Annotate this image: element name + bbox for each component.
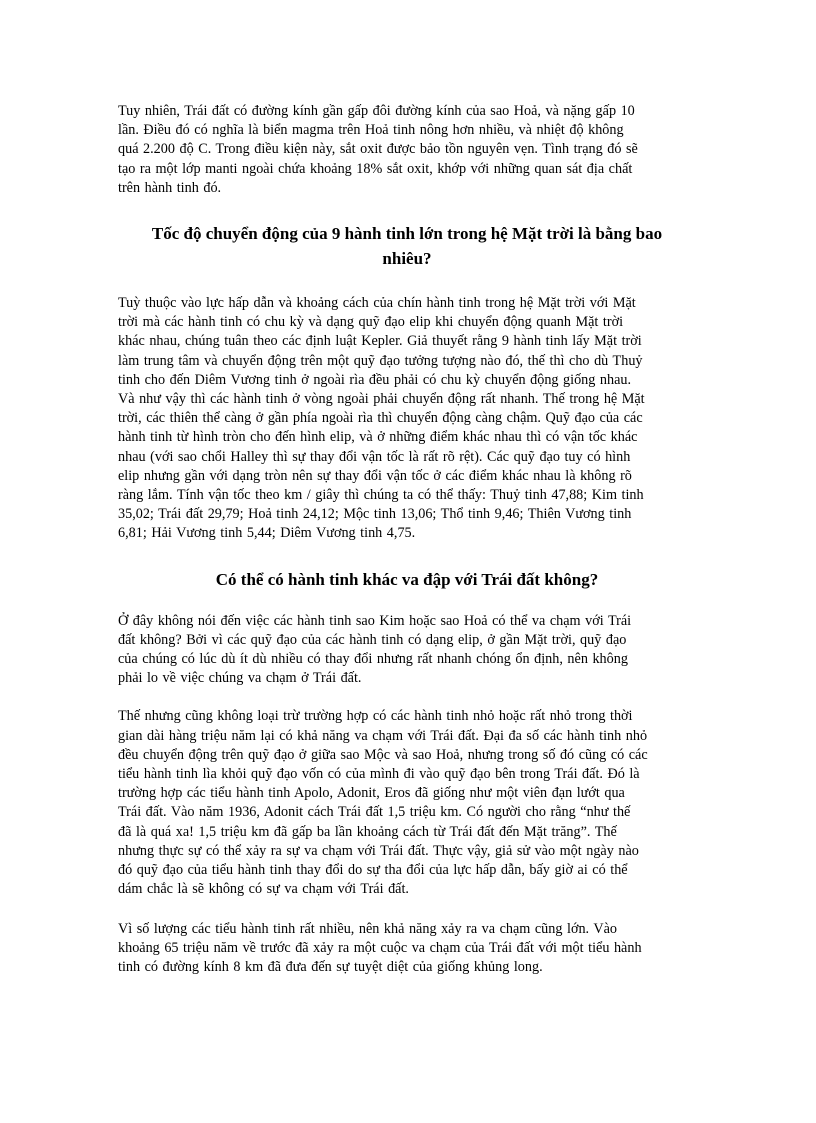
text-line: nhau (với sao chổi Halley thì sự thay đổi vận tốc là rất rõ rệt). Các quỹ đạo tuy có hình xyxy=(118,448,631,465)
text-line: Và như vậy thì các hành tinh ở vòng ngoài phải chuyển động rất nhanh. Thế trong hệ Mặt xyxy=(118,391,645,408)
paragraph-mars-magma xyxy=(118,102,696,198)
text-line: trời, các thiên thể càng ở gần phía ngoài rìa thì chuyển động càng chậm. Quỹ đạo của các xyxy=(118,410,643,427)
text-line: nhưng thực sự có thể xảy ra sự va chạm với Trái đất. Thực vậy, giả sử vào một ngày nào xyxy=(118,842,639,859)
paragraph-planet-speed xyxy=(118,294,696,544)
text-line: trên hành tinh đó. xyxy=(118,179,222,196)
text-line: phải lo về việc chúng va chạm ở Trái đất. xyxy=(118,670,362,687)
text-line: Vì số lượng các tiểu hành tinh rất nhiều, nên khả năng xảy ra va chạm cũng lớn. Vào xyxy=(118,920,618,937)
text-line: khoảng 65 triệu năm về trước đã xảy ra một cuộc va chạm của Trái đất với một tiểu hành xyxy=(118,939,642,956)
text-line: quá 2.200 độ C. Trong điều kiện này, sắt oxit được bảo tồn nguyên vẹn. Tình trạng đó sẽ xyxy=(118,141,638,158)
heading-line: nhiêu? xyxy=(382,249,432,269)
text-line: tạo ra một lớp manti ngoài chứa khoảng 18% sắt oxit, khớp với những quan sát địa chất xyxy=(118,160,633,177)
text-line: hành tinh từ hình tròn cho đến hình elip, và ở những điểm khác nhau thì có vận tốc khác xyxy=(118,429,638,446)
text-line: của chúng có lúc dù ít dù nhiều có thay đổi nhưng rất nhanh chóng ổn định, nên không xyxy=(118,651,628,668)
text-line: tinh cho đến Diêm Vương tinh ở ngoài rìa đều phải có chu kỳ chuyển động giống nhau. xyxy=(118,371,632,388)
text-line: lần. Điều đó có nghĩa là biển magma trên Hoả tinh nông hơn nhiều, và nhiệt độ không xyxy=(118,122,624,139)
text-line: dám chắc là sẽ không có sự va chạm với Trái đất. xyxy=(118,881,409,898)
text-line: tiểu hành tinh lìa khỏi quỹ đạo vốn có của mình đi vào quỹ đạo bên trong Trái đất. Đó là xyxy=(118,766,640,783)
document-body xyxy=(118,102,696,977)
heading-line: Có thể có hành tinh khác va đập với Trái đất không? xyxy=(215,569,599,589)
paragraph-dinosaur-extinction xyxy=(118,920,696,978)
text-line: tinh có đường kính 8 km đã đưa đến sự tuyệt diệt của giống khủng long. xyxy=(118,958,543,975)
text-line: Ở đây không nói đến việc các hành tinh sao Kim hoặc sao Hoả có thể va chạm với Trái xyxy=(118,612,632,629)
text-line: đã là quá xa! 1,5 triệu km đã gấp ba lần khoảng cách từ Trái đất đến Mặt trăng”. Thế xyxy=(118,823,617,840)
text-line: Thế nhưng cũng không loại trừ trường hợp có các hành tinh nhỏ hoặc rất nhỏ trong thời xyxy=(118,708,633,725)
paragraph-collision-intro xyxy=(118,612,696,689)
section-heading-collision xyxy=(118,567,696,592)
text-line: trời mà các hành tinh có chu kỳ và dạng quỹ đạo elip khi chuyển động quanh Mặt trời xyxy=(118,314,624,331)
text-line: Tuy nhiên, Trái đất có đường kính gần gấp đôi đường kính của sao Hoả, và nặng gấp 10 xyxy=(118,103,635,119)
text-line: 35,02; Trái đất 29,79; Hoả tinh 24,12; Mộc tinh 13,06; Thổ tinh 9,46; Thiên Vương tinh xyxy=(118,506,632,523)
text-line: làm trung tâm và chuyển động trên một quỹ đạo tưởng tượng nào đó, thế thì cho dù Thuỷ xyxy=(118,352,643,369)
text-line: ràng lắm. Tính vận tốc theo km / giây thì chúng ta có thể thấy: Thuỷ tinh 47,88; Kim tinh xyxy=(118,487,644,504)
paragraph-asteroids xyxy=(118,707,696,899)
text-line: elip nhưng gần với dạng tròn nên sự thay đổi vận tốc ở các điểm khác nhau là không rõ xyxy=(118,467,632,484)
text-line: trường hợp các tiểu hành tinh Apolo, Adonit, Eros đã giống như một viên đạn lướt qua xyxy=(118,785,625,802)
text-line: đều chuyển động trên quỹ đạo ở giữa sao Mộc và sao Hoả, nhưng trong số đó cũng có các xyxy=(118,746,648,763)
text-line: Trái đất. Vào năm 1936, Adonit cách Trái đất 1,5 triệu km. Có người cho rằng “như thế xyxy=(118,804,631,821)
text-line: đó quỹ đạo của tiểu hành tinh thay đổi do sự tha đổi của lực hấp dẫn, bấy giờ ai có thể xyxy=(118,862,628,879)
text-line: gian dài hàng triệu năm lại có khả năng va chạm với Trái đất. Đại đa số các hành tinh nhỏ xyxy=(118,727,648,744)
text-line: khác nhau, chúng tuân theo các định luật Kepler. Giả thuyết rằng 9 hành tinh lấy Mặt trời xyxy=(118,333,642,350)
text-line: đất không? Bởi vì các quỹ đạo của các hành tinh có dạng elip, ở gần Mặt trời, quỹ đạo xyxy=(118,631,627,648)
section-heading-planet-speed xyxy=(118,221,696,271)
text-line: 6,81; Hải Vương tinh 5,44; Diêm Vương tinh 4,75. xyxy=(118,525,416,542)
text-line: Tuỳ thuộc vào lực hấp dẫn và khoảng cách của chín hành tinh trong hệ Mặt trời với Mặt xyxy=(118,295,636,312)
heading-line: Tốc độ chuyển động của 9 hành tinh lớn trong hệ Mặt trời là bằng bao xyxy=(151,224,663,244)
